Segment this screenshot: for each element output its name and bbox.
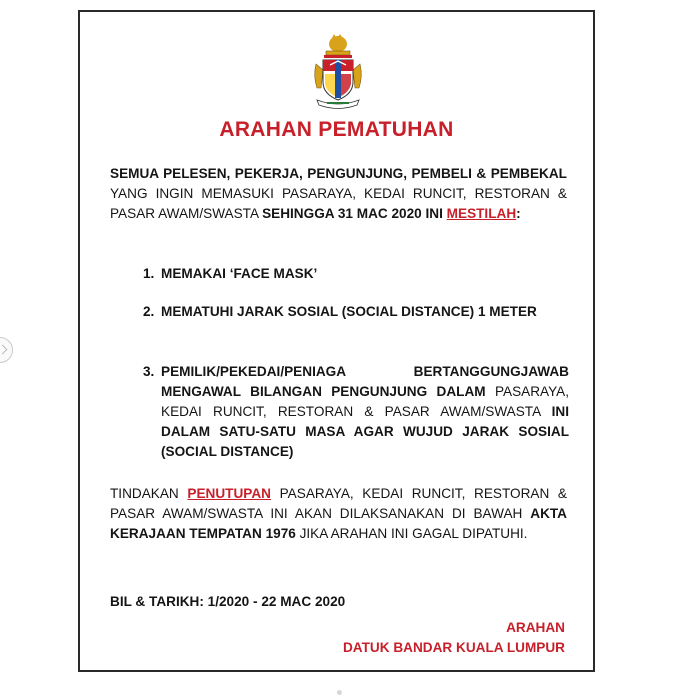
notice-title: ARAHAN PEMATUHAN [219,118,454,141]
signature-line-2: DATUK BANDAR KUALA LUMPUR [342,640,565,655]
warning-paragraph: TINDAKAN PENUTUPAN PASARAYA, KEDAI RUNCIT, RESTORAN & PASAR AWAM/SWASTA INI AKAN DILAKSANAKAN DI BAWAH AKTA KERAJAAN TEMPATAN 1976 JIKA ARAHAN INI GAGAL DIPATUHI. [110,486,568,541]
signature-line-1: ARAHAN [506,620,565,635]
list-item: 3. PEMILIK/PEKEDAI/PENIAGA BERTANGGUNGJAWAB MENGAWAL BILANGAN PENGUNJUNG DALAM PASARAYA, KEDAI RUNCIT, RESTORAN & PASAR AWAM/SWASTA INI DALAM SATU-SATU MASA AGAR WUJUD JARAK SOSIAL (SOCIAL DISTANCE) [143,364,569,459]
notice-poster [78,10,595,672]
intro-paragraph: SEMUA PELESEN, PEKERJA, PENGUNJUNG, PEMBELI & PEMBEKAL YANG INGIN MEMASUKI PASARAYA, KEDAI RUNCIT, RESTORAN & PASAR AWAM/SWASTA SEHINGGA 31 MAC 2020 INI MESTILAH: [110,166,567,221]
previous-image-button[interactable] [0,337,13,363]
dbkl-coat-of-arms-icon [311,30,365,110]
list-item: 1. MEMAKAI ‘FACE MASK’ [143,266,318,281]
reference-line: BIL & TARIKH: 1/2020 - 22 MAC 2020 [110,594,346,609]
list-item: 2. MEMATUHI JARAK SOSIAL (SOCIAL DISTANCE) 1 METER [143,304,537,319]
carousel-dot[interactable] [337,690,342,695]
